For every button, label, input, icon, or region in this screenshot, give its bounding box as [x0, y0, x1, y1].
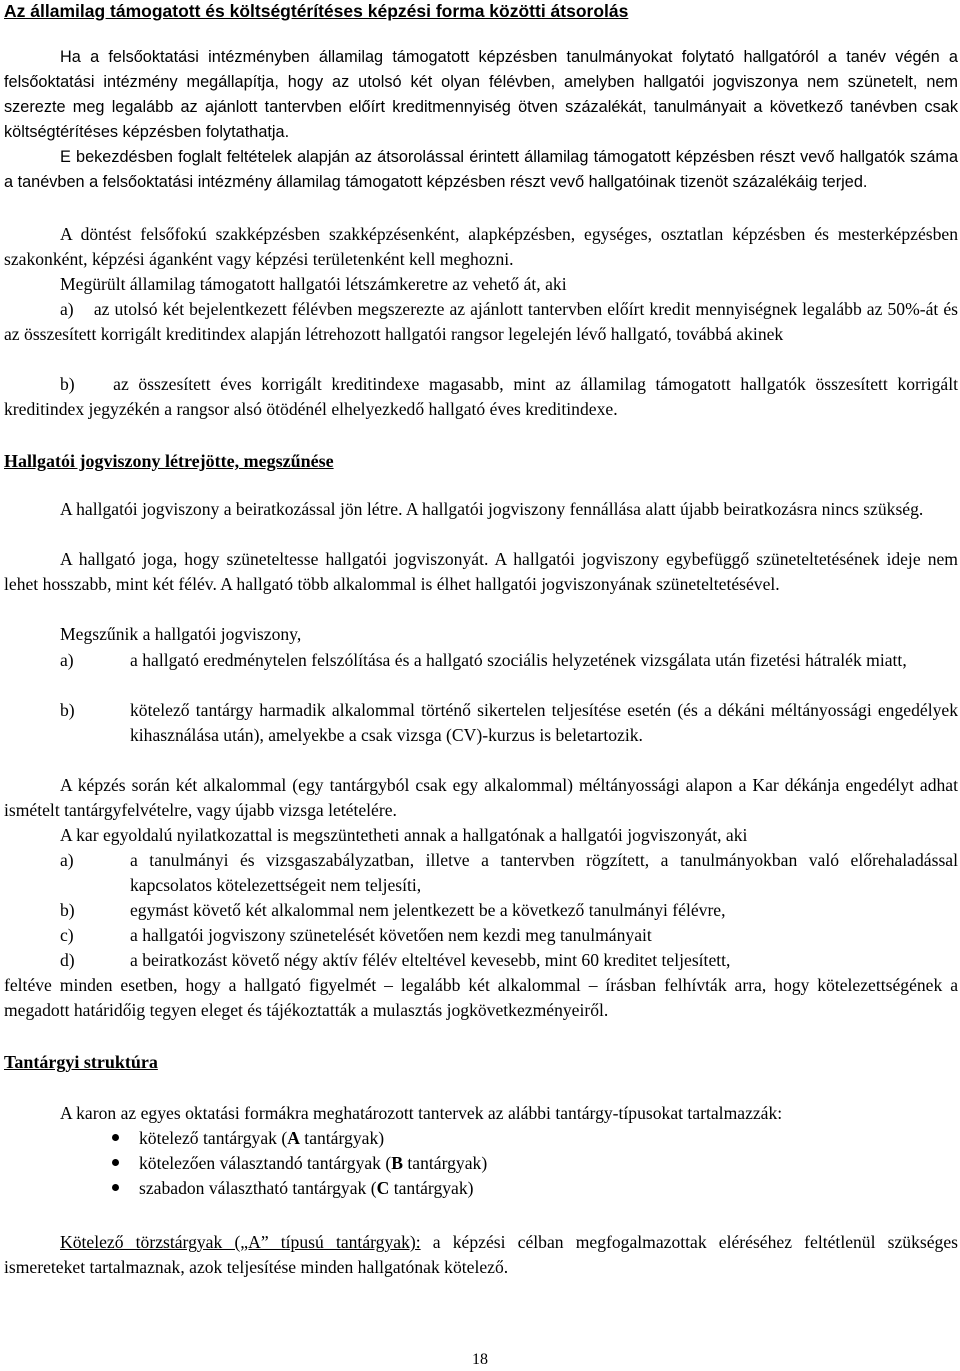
paragraph-item-a: a) az utolsó két bejelentkezett félévben megszerezte az ajánlott tantervben előírt kredit mennyiségnek legalább az 50%-át és az összesített korrigált kreditindex alapján létrehozott hallgatói rangsor legelején lévő hallgató, továbbá akinek [4, 299, 958, 344]
bullet-icon [112, 1184, 119, 1191]
list-item: d) a beiratkozást követő négy aktív félév elteltével kevesebb, mint 60 kreditet teljesített, [60, 950, 731, 970]
list-item: b) kötelező tantárgy harmadik alkalommal történő sikertelen teljesítése esetén (és a dékáni méltányossági engedélyek kihasználása után), amelyekbe a csak vizsga (CV)-kurzus is beletartozik. [60, 700, 958, 745]
bullet-item: kötelezően választandó tantárgyak (B tantárgyak) [112, 1151, 487, 1176]
core-subjects-term: Kötelező törzstárgyak („A” típusú tantárgyak): [60, 1232, 421, 1252]
paragraph: feltéve minden esetben, hogy a hallgató figyelmét – legalább két alkalommal – írásban felhívták arra, hogy kötelezettségének a megadott határidőig tegyen eleget és tájékoztatták a mulasztás jogkövetkezményeiről. [4, 975, 958, 1020]
paragraph: Megürült államilag támogatott hallgatói létszámkeretre az vehető át, aki [60, 274, 567, 294]
list-item: c) a hallgatói jogviszony szünetelését követően nem kezdi meg tanulmányait [60, 925, 652, 945]
paragraph: A karon az egyes oktatási formákra meghatározott tantervek az alábbi tantárgy-típusokat tartalmazzák: [60, 1103, 783, 1123]
page-number: 18 [472, 1351, 488, 1368]
paragraph: Ha a felsőoktatási intézményben államilag támogatott képzésben tanulmányokat folytató hallgatóról a tanév végén a felsőoktatási intézmény megállapítja, hogy az utolsó két olyan félévben, amelyben hallgatói jogviszonya nem szünetelt, nem szerezte meg legalább az ajánlott tantervben előírt kreditmennyiség ötven százalékát, tanulmányait a következő tanévben csak költségtérítéses képzésben folytathatja. [4, 48, 958, 141]
list-item: a) a hallgató eredménytelen felszólítása és a hallgató szociális helyzetének vizsgálata után fizetési hátralék miatt, [60, 650, 907, 670]
paragraph: A kar egyoldalú nyilatkozattal is megszüntetheti annak a hallgatónak a hallgatói jogviszonyát, aki [60, 825, 748, 845]
paragraph: A képzés során két alkalommal (egy tantárgyból csak egy alkalommal) méltányossági alapon a Kar dékánja engedélyt adhat ismételt tantárgyfelvételre, vagy újabb vizsga letételére. [4, 775, 958, 820]
section-title-student-status: Hallgatói jogviszony létrejötte, megszűnése [4, 451, 334, 471]
paragraph: A döntést felsőfokú szakképzésben szakképzésenként, alapképzésben, egységes, osztatlan képzésben és mesterképzésben szakonként, képzési áganként vagy képzési területenként kell meghozni. [4, 224, 958, 269]
paragraph: A hallgató joga, hogy szüneteltesse hallgatói jogviszonyát. A hallgatói jogviszony egybefüggő szüneteltetésének ideje nem lehet hosszabb, mint két félév. A hallgató több alkalommal is élhet hallgatói jogviszonyának szüneteltetésével. [4, 549, 958, 594]
list-item: a) a tanulmányi és vizsgaszabályzatban, illetve a tantervben rögzített, a tanulmányokban való előrehaladással kapcsolatos kötelezettségeit nem teljesíti, [60, 850, 958, 895]
paragraph-item-b: b) az összesített éves korrigált kreditindexe magasabb, mint az államilag támogatott hallgatók összesített korrigált kreditindex jegyzékén a rangsor alsó ötödénél elhelyezkedő hallgató éves kreditindexe. [4, 374, 958, 419]
paragraph: Megszűnik a hallgatói jogviszony, [60, 624, 302, 644]
section-title-course-structure: Tantárgyi struktúra [4, 1052, 158, 1072]
paragraph: Kötelező törzstárgyak („A” típusú tantárgyak): a képzési célban megfogalmazottak eléréséhez feltétlenül szükséges ismereteket tartalmaznak, azok teljesítése minden hallgatónak kötelező. [4, 1232, 959, 1277]
paragraph: E bekezdésben foglalt feltételek alapján az átsorolással érintett államilag támogatott képzésben részt vevő hallgatók száma a tanévben a felsőoktatási intézmény államilag támogatott képzésben részt vevő hallgatóinak tizenöt százalékáig terjed. [4, 148, 958, 191]
list-item: b) egymást követő két alkalommal nem jelentkezett be a következő tanulmányi félévre, [60, 900, 726, 920]
bullet-icon [112, 1159, 119, 1166]
bullet-item: kötelező tantárgyak (A tantárgyak) [112, 1126, 384, 1151]
section-title-reclassification: Az államilag támogatott és költségtérítéses képzési forma közötti átsorolás [4, 1, 629, 21]
bullet-item: szabadon választható tantárgyak (C tantárgyak) [112, 1176, 474, 1201]
bullet-icon [112, 1134, 119, 1141]
paragraph: A hallgatói jogviszony a beiratkozással jön létre. A hallgatói jogviszony fennállása alatt újabb beiratkozásra nincs szükség. [60, 499, 924, 519]
